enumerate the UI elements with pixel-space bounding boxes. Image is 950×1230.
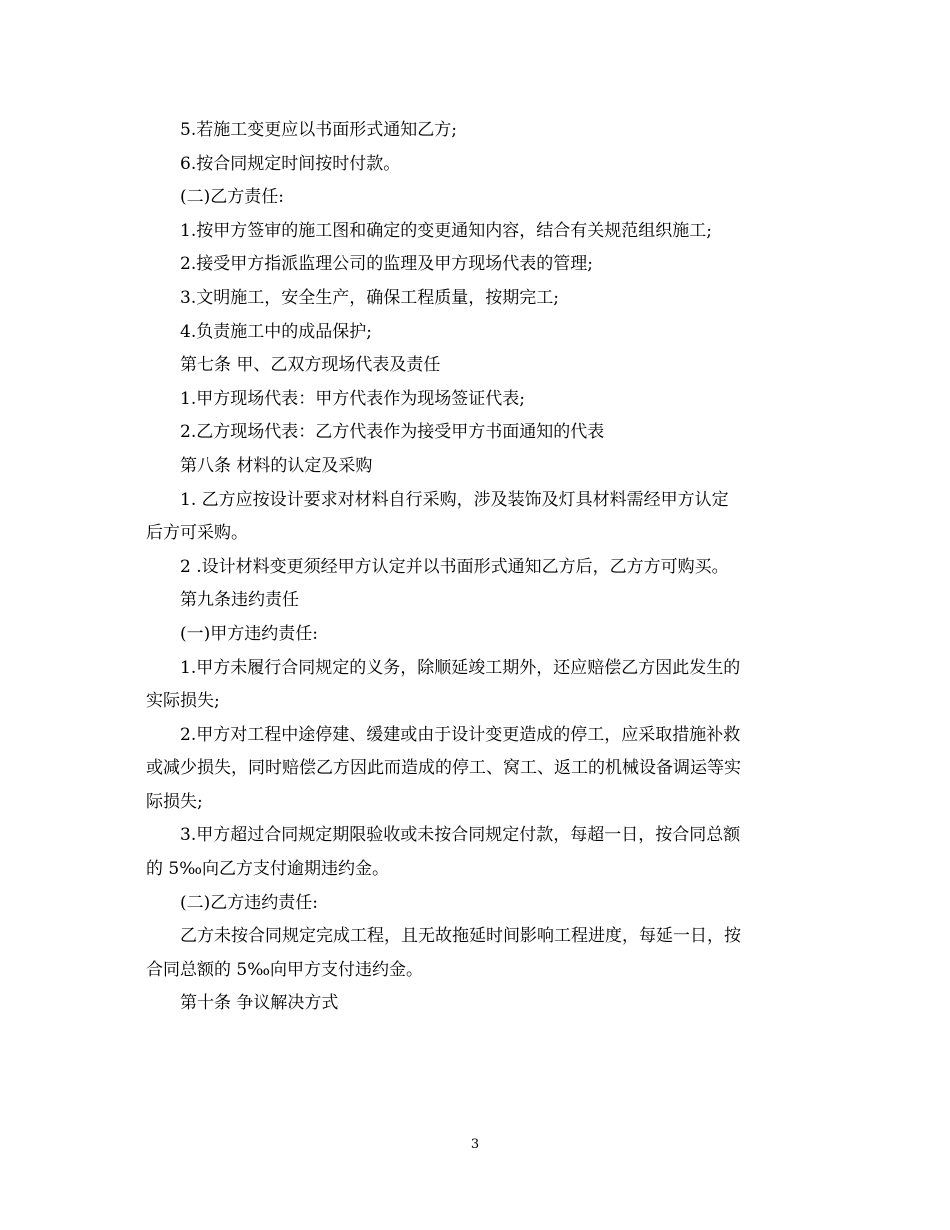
clause-line-continuation: 合同总额的 5‰向甲方支付违约金。 — [146, 959, 424, 980]
page-number: 3 — [470, 1137, 480, 1152]
clause-line: 乙方未按合同规定完成工程，且无故拖延时间影响工程进度，每延一日，按 — [180, 926, 741, 947]
section-heading: (一)甲方违约责任: — [180, 623, 318, 644]
article-heading: 第七条 甲、乙双方现场代表及责任 — [180, 355, 441, 376]
clause-line: 2.接受甲方指派监理公司的监理及甲方现场代表的管理; — [180, 254, 593, 275]
clause-line: 1. 乙方应按设计要求对材料自行采购，涉及装饰及灯具材料需经甲方认定 — [180, 489, 729, 510]
clause-line: 1.甲方现场代表：甲方代表作为现场签证代表; — [180, 388, 525, 409]
clause-line: 2.甲方对工程中途停建、缓建或由于设计变更造成的停工，应采取措施补救 — [180, 724, 741, 745]
clause-line-continuation: 的 5‰向乙方支付逾期违约金。 — [146, 859, 390, 880]
article-heading: 第十条 争议解决方式 — [180, 993, 339, 1014]
clause-line: 2 .设计材料变更须经甲方认定并以书面形式通知乙方后，乙方方可购买。 — [180, 556, 729, 577]
clause-line: 4.负责施工中的成品保护; — [180, 321, 372, 342]
clause-line: 2.乙方现场代表：乙方代表作为接受甲方书面通知的代表 — [180, 422, 605, 443]
article-heading: 第八条 材料的认定及采购 — [180, 455, 373, 476]
clause-line: 3.甲方超过合同规定期限验收或未按合同规定付款，每超一日，按合同总额 — [180, 825, 741, 846]
clause-line-continuation: 或减少损失，同时赔偿乙方因此而造成的停工、窝工、返工的机械设备调运等实 — [146, 758, 741, 779]
clause-line-continuation: 后方可采购。 — [146, 523, 248, 544]
clause-line: 3.文明施工，安全生产，确保工程质量，按期完工; — [180, 287, 559, 308]
clause-line: 1.甲方未履行合同规定的义务，除顺延竣工期外，还应赔偿乙方因此发生的 — [180, 657, 741, 678]
section-heading: (二)乙方责任: — [180, 187, 284, 208]
article-heading: 第九条违约责任 — [180, 590, 299, 611]
section-heading: (二)乙方违约责任: — [180, 892, 318, 913]
document-body — [146, 114, 800, 1021]
clause-line: 1.按甲方签审的施工图和确定的变更通知内容，结合有关规范组织施工; — [180, 220, 712, 241]
clause-line-continuation: 际损失; — [146, 791, 203, 812]
clause-line: 5.若施工变更应以书面形式通知乙方; — [180, 120, 457, 140]
clause-line: 6.按合同规定时间按时付款。 — [180, 153, 401, 174]
clause-line-continuation: 实际损失; — [146, 691, 220, 712]
